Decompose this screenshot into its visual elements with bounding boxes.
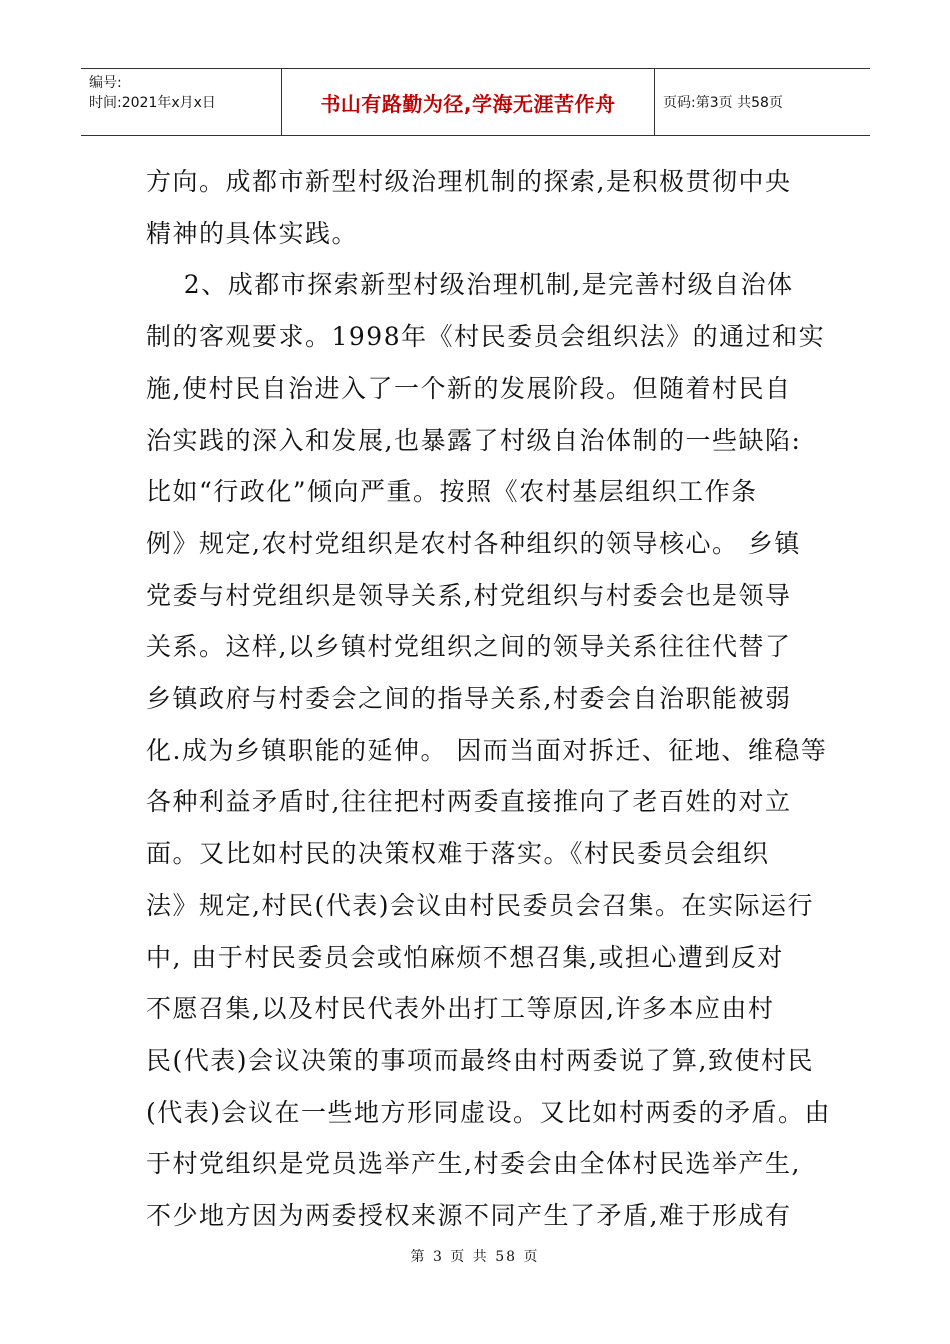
document-number-label: 编号: xyxy=(89,75,122,91)
body-line: 精神的具体实践。 xyxy=(146,218,359,248)
header-page-info: 页码:第3页 共58页 xyxy=(663,95,783,111)
page-footer: 第 3 页 共 58 页 xyxy=(410,1249,540,1265)
document-body xyxy=(146,156,832,1242)
body-line: 不愿召集,以及村民代表外出打工等原因,许多本应由村 xyxy=(146,994,775,1024)
body-line: 不少地方因为两委授权来源不同产生了矛盾,难于形成有 xyxy=(146,1201,792,1231)
document-header xyxy=(81,68,870,136)
header-meta xyxy=(81,69,281,135)
body-line: 施,使村民自治进入了一个新的发展阶段。但随着村民自 xyxy=(146,373,792,403)
body-line: 党委与村党组织是领导关系,村党组织与村委会也是领导 xyxy=(146,580,792,610)
body-line: 例》规定,农村党组织是农村各种组织的领导核心。 乡镇 xyxy=(146,528,801,558)
body-line: 中, 由于村民委员会或怕麻烦不想召集,或担心遭到反对 xyxy=(146,942,784,972)
body-line: 于村党组织是党员选举产生,村委会由全体村民选举产生, xyxy=(146,1149,801,1179)
body-line: 各种利益矛盾时,往往把村两委直接推向了老百姓的对立 xyxy=(146,787,792,817)
body-line: 乡镇政府与村委会之间的指导关系,村委会自治职能被弱 xyxy=(146,684,792,714)
body-line: 方向。成都市新型村级治理机制的探索,是积极贯彻中央 xyxy=(146,167,792,196)
body-line: 面。又比如村民的决策权难于落实。《村民委员会组织 xyxy=(146,839,770,869)
header-motto: 书山有路勤为径,学海无涯苦作舟 xyxy=(281,69,655,135)
body-line: 比如“行政化”倾向严重。按照《农村基层组织工作条 xyxy=(146,477,758,507)
body-line: (代表)会议在一些地方形同虚设。又比如村两委的矛盾。由 xyxy=(146,1097,832,1127)
body-line: 治实践的深入和发展,也暴露了村级自治体制的一些缺陷: xyxy=(146,425,802,455)
body-line: 化.成为乡镇职能的延伸。 因而当面对拆迁、征地、维稳等 xyxy=(146,735,828,765)
document-time-label: 时间:2021年x月x日 xyxy=(89,95,216,111)
body-line: 2、成都市探索新型村级治理机制,是完善村级自治体 xyxy=(146,270,794,300)
body-line: 民(代表)会议决策的事项而最终由村两委说了算,致使村民 xyxy=(146,1045,814,1075)
body-line: 关系。这样,以乡镇村党组织之间的领导关系往往代替了 xyxy=(146,632,792,662)
body-line: 法》规定,村民(代表)会议由村民委员会召集。在实际运行 xyxy=(146,890,814,920)
body-line: 制的客观要求。1998年《村民委员会组织法》的通过和实 xyxy=(146,322,826,352)
